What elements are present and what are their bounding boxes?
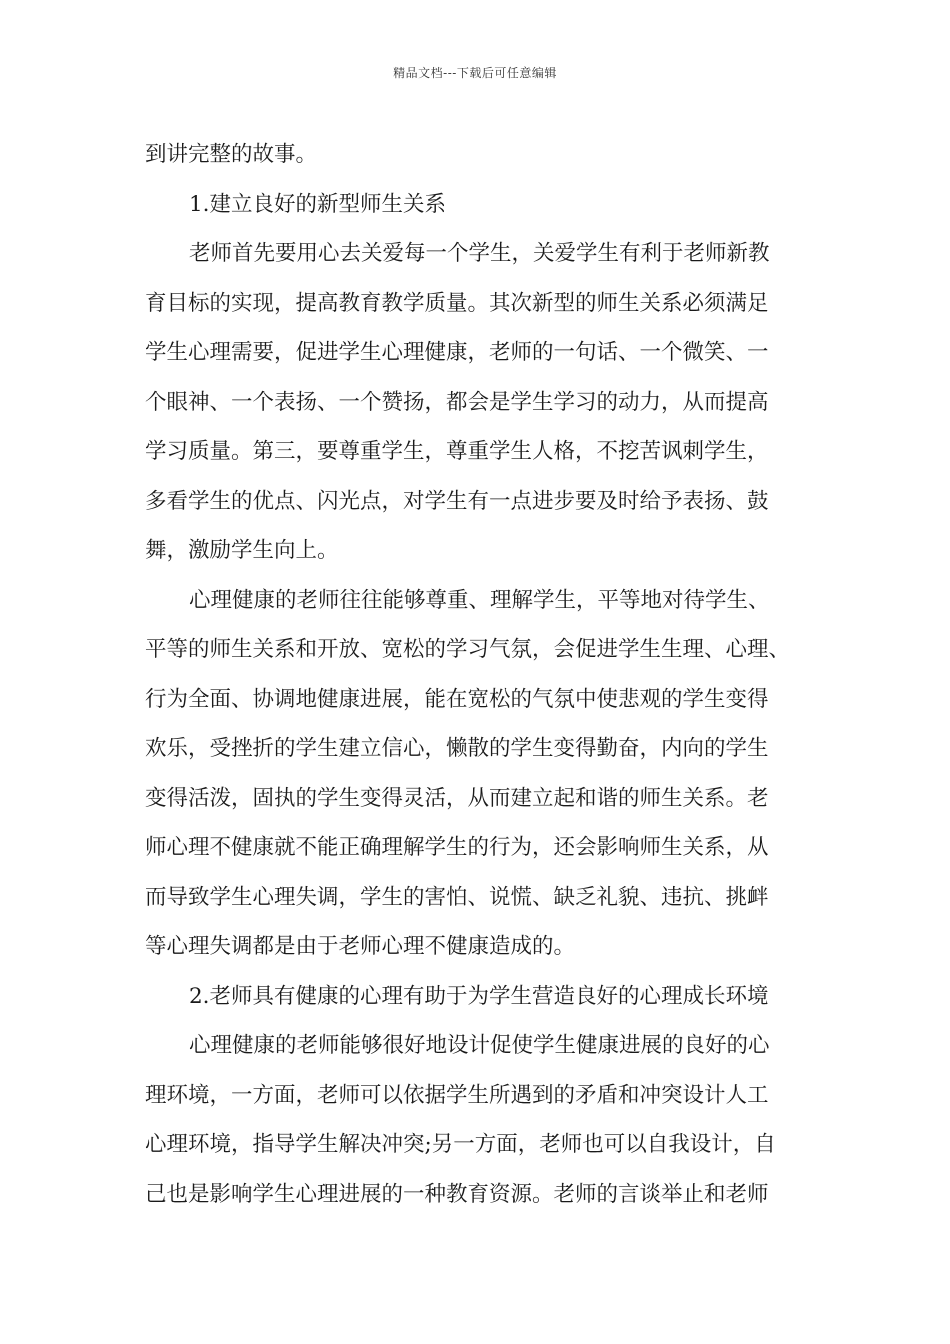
text-line: 理环境，一方面，老师可以依据学生所遇到的矛盾和冲突设计人工 (145, 1082, 769, 1108)
document-body (145, 130, 825, 1219)
text-line: 舞，激励学生向上。 (145, 538, 339, 563)
section-heading: 1.建立良好的新型师生关系 (189, 191, 447, 217)
text-line: 到讲完整的故事。 (145, 142, 318, 167)
text-line: 心理健康的老师能够很好地设计促使学生健康进展的良好的心 (189, 1033, 770, 1058)
text-line: 心理健康的老师往往能够尊重、理解学生，平等地对待学生、 (189, 587, 770, 613)
text-line: 学习质量。第三，要尊重学生，尊重学生人格，不挖苦讽刺学生， (145, 439, 769, 464)
text-line: 师心理不健康就不能正确理解学生的行为，还会影响师生关系，从 (145, 835, 769, 860)
text-line: 平等的师生关系和开放、宽松的学习气氛，会促进学生生理、心理、 (145, 637, 791, 662)
section-heading: 2.老师具有健康的心理有助于为学生营造良好的心理成长环境 (189, 983, 769, 1009)
text-line: 老师首先要用心去关爱每一个学生，关爱学生有利于老师新教 (189, 241, 770, 266)
text-line: 多看学生的优点、闪光点，对学生有一点进步要及时给予表扬、鼓 (145, 488, 769, 514)
text-line: 行为全面、协调地健康进展，能在宽松的气氛中使悲观的学生变得 (145, 686, 769, 712)
page-header: 精品文档---下载后可任意编辑 (393, 66, 557, 80)
text-line: 变得活泼，固执的学生变得灵活，从而建立起和谐的师生关系。老 (145, 785, 769, 811)
text-line: 己也是影响学生心理进展的一种教育资源。老师的言谈举止和老师 (145, 1181, 769, 1207)
text-line: 欢乐，受挫折的学生建立信心，懒散的学生变得勤奋，内向的学生 (145, 736, 769, 761)
text-line: 个眼神、一个表扬、一个赞扬，都会是学生学习的动力，从而提高 (145, 389, 769, 415)
text-line: 学生心理需要，促进学生心理健康，老师的一句话、一个微笑、一 (145, 340, 769, 365)
text-line: 而导致学生心理失调，学生的害怕、说慌、缺乏礼貌、违抗、挑衅 (145, 884, 769, 910)
text-line: 育目标的实现，提高教育教学质量。其次新型的师生关系必须满足 (145, 290, 769, 316)
text-line: 心理环境，指导学生解决冲突;另一方面，老师也可以自我设计，自 (145, 1132, 776, 1157)
text-line: 等心理失调都是由于老师心理不健康造成的。 (145, 934, 576, 959)
